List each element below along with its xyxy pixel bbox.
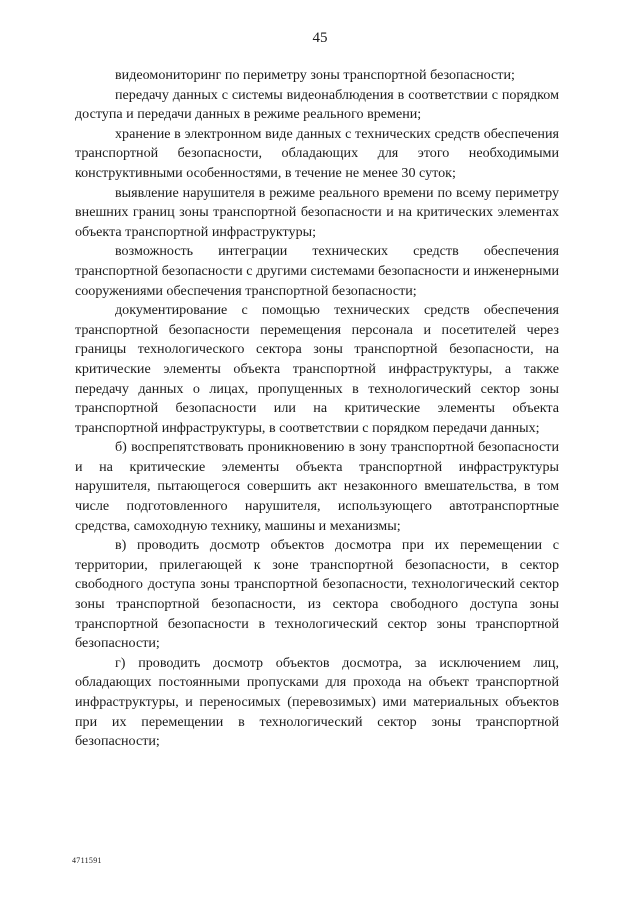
- paragraph-intruder-detection: выявление нарушителя в режиме реального времени по всему периметру внешних границ зоны транспортной безопасности и на критических элементах объекта транспортной инфраструктуры;: [75, 184, 559, 240]
- paragraph-data-transfer: передачу данных с системы видеонаблюдения в соответствии с порядком доступа и передачи данных в режиме реального времени;: [75, 86, 559, 123]
- document-code: 4711591: [72, 856, 102, 865]
- paragraph-integration: возможность интеграции технических средств обеспечения транспортной безопасности с другими системами безопасности и инженерными сооружениями обеспечения транспортной безопасности;: [75, 243, 559, 299]
- paragraph-data-storage: хранение в электронном виде данных с технических средств обеспечения транспортной безопасности, обладающих для этого необходимыми конструктивными особенностями, в течение не менее 30 суток;: [75, 125, 559, 181]
- paragraph-documenting: документирование с помощью технических средств обеспечения транспортной безопасности перемещения персонала и посетителей через границы технологического сектора зоны транспортной безопасности, на критические элементы объекта транспортной инфраструктуры, а также передачу данных о лицах, пропущенных в технологический сектор зоны транспортной безопасности или на критические элементы объекта транспортной инфраструктуры, в соответствии с порядком передачи данных;: [75, 302, 559, 436]
- document-body: [75, 66, 559, 752]
- page-number: 45: [312, 30, 328, 46]
- paragraph-item-b: б) воспрепятствовать проникновению в зону транспортной безопасности и на критические элементы объекта транспортной инфраструктуры нарушителя, пытающегося совершить акт незаконного вмешательства, в том числе подготовленного нарушителя, использующего автотранспортные средства, самоходную технику, машины и механизмы;: [75, 439, 559, 534]
- paragraph-item-g: г) проводить досмотр объектов досмотра, за исключением лиц, обладающих постоянными пропусками для прохода на объект транспортной инфраструктуры, и переносимых (перевозимых) ими материальных объектов при их перемещении в технологический сектор зоны транспортной безопасности;: [75, 654, 559, 750]
- paragraph-video-monitoring: видеомониторинг по периметру зоны транспортной безопасности;: [115, 67, 515, 83]
- paragraph-item-v: в) проводить досмотр объектов досмотра при их перемещении с территории, прилегающей к зоне транспортной безопасности, в сектор свободного доступа зоны транспортной безопасности, технологический сектор зоны транспортной безопасности, из сектора свободного доступа зоны транспортной безопасности в технологический сектор зоны транспортной безопасности;: [75, 537, 559, 652]
